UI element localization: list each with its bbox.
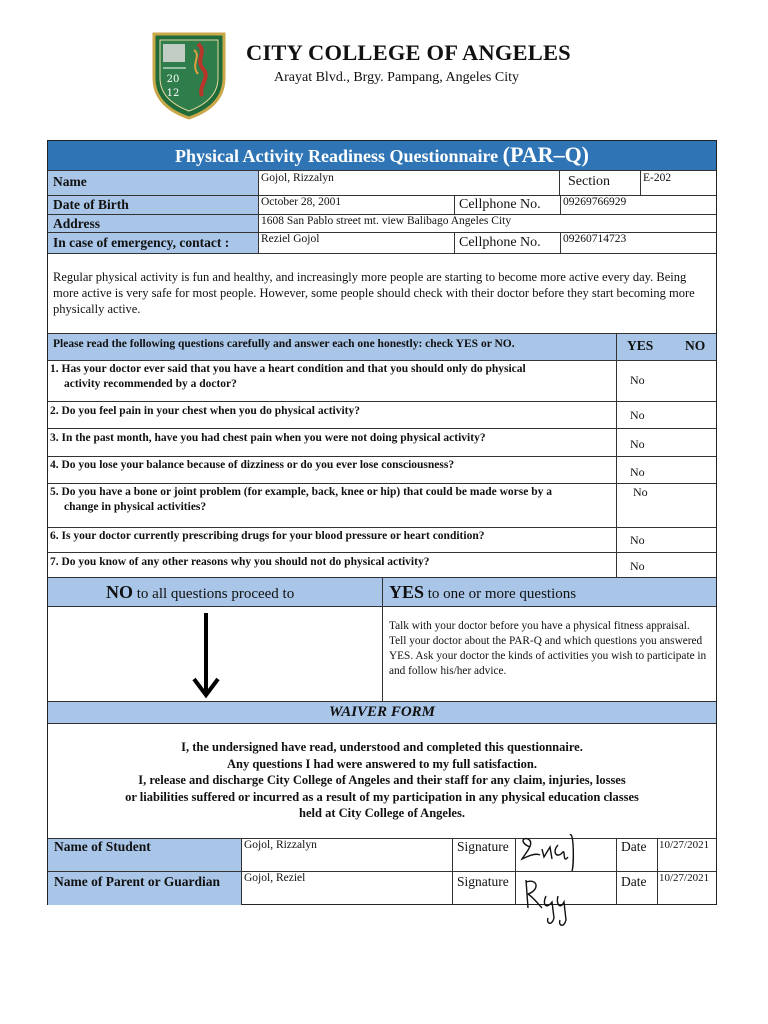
section-field[interactable]: E-202: [643, 172, 672, 184]
section-label: Section: [568, 174, 610, 189]
emergency-contact-field[interactable]: Reziel Gojol: [261, 233, 320, 245]
student-name-label: Name of Student: [48, 839, 241, 871]
answer-4[interactable]: No: [630, 465, 645, 479]
no-branch-header: NO to all questions proceed to: [48, 578, 382, 606]
instructions: Please read the following questions carefully and answer each one honestly: check YES or NO.: [48, 334, 616, 360]
parent-date-label: Date: [621, 874, 647, 889]
yes-header: YES: [627, 338, 654, 353]
no-header: NO: [685, 338, 706, 353]
logo-year-bottom: 12: [166, 88, 180, 99]
answer-7[interactable]: No: [630, 559, 645, 573]
emergency-cellphone-label: Cellphone No.: [459, 235, 541, 250]
parent-name-field[interactable]: Gojol, Reziel: [244, 872, 306, 884]
yes-branch-header: YES to one or more questions: [383, 578, 716, 606]
dob-field[interactable]: October 28, 2001: [261, 196, 342, 208]
student-signature[interactable]: [516, 825, 616, 875]
student-date-field[interactable]: 10/27/2021: [659, 839, 710, 851]
question-3: 3. In the past month, have you had chest pain when you were not doing physical activity?: [50, 432, 486, 444]
form-title: Physical Activity Readiness Questionnaire: [174, 146, 503, 166]
form-title-bar: [48, 141, 716, 170]
question-6: 6. Is your doctor currently prescribing drugs for your blood pressure or heart condition?: [50, 530, 485, 542]
parq-form: [47, 140, 717, 905]
address-field[interactable]: 1608 San Pablo street mt. view Balibago Angeles City: [261, 215, 512, 227]
emergency-cellphone-field[interactable]: 09260714723: [563, 233, 627, 245]
parent-name-label: Name of Parent or Guardian: [48, 872, 241, 905]
down-arrow-icon: [191, 611, 221, 699]
waiver-title: WAIVER FORM: [48, 702, 716, 723]
address-label: Address: [48, 215, 258, 232]
question-4: 4. Do you lose your balance because of dizziness or do you ever lose consciousness?: [50, 459, 455, 471]
cellphone-field[interactable]: 09269766929: [563, 196, 627, 208]
answer-1[interactable]: No: [630, 373, 645, 387]
emergency-contact-label: In case of emergency, contact :: [48, 233, 258, 253]
college-name: CITY COLLEGE OF ANGELES: [246, 40, 571, 65]
student-signature-label: Signature: [457, 839, 509, 854]
intro-paragraph: Regular physical activity is fun and healthy, and increasingly more people are starting to become more active every day. Being more active is very safe for most people. However, some people should check with their doctor before they start becoming more physically active.: [53, 270, 695, 316]
college-seal-logo: [150, 30, 228, 120]
form-title-abbr: (PAR–Q): [502, 142, 590, 167]
name-field[interactable]: Gojol, Rizzalyn: [261, 172, 334, 184]
parent-signature[interactable]: [516, 874, 616, 929]
waiver-text: I, the undersigned have read, understood and completed this questionnaire. Any questions I had were answered to my full satisfaction. I, release and discharge City College of Angeles and their staff for any claim, injuries, losses or liabilities suffered or incurred as a result of my participation in any physical education classes held at City College of Angeles.: [125, 740, 639, 820]
answer-6[interactable]: No: [630, 533, 645, 547]
college-address: Arayat Blvd., Brgy. Pampang, Angeles City: [274, 70, 519, 85]
answer-5[interactable]: No: [633, 485, 648, 499]
dob-label: Date of Birth: [48, 196, 258, 214]
question-5: 5. Do you have a bone or joint problem (for example, back, knee or hip) that could be made worse by a change in physical activities?: [50, 486, 552, 513]
answer-2[interactable]: No: [630, 408, 645, 422]
answer-3[interactable]: No: [630, 437, 645, 451]
student-date-label: Date: [621, 839, 647, 854]
question-1: 1. Has your doctor ever said that you have a heart condition and that you should only do physical activity recommended by a doctor?: [50, 363, 526, 390]
parent-signature-label: Signature: [457, 874, 509, 889]
yes-advice: Talk with your doctor before you have a physical fitness appraisal. Tell your doctor about the PAR-Q and which questions you answered YES. Ask your doctor the kinds of activities you wish to participate in and follow his/her advice.: [389, 620, 707, 677]
name-label: Name: [48, 171, 258, 195]
question-7: 7. Do you know of any other reasons why you should not do physical activity?: [50, 556, 430, 568]
cellphone-label: Cellphone No.: [459, 197, 541, 212]
question-2: 2. Do you feel pain in your chest when you do physical activity?: [50, 405, 360, 417]
yes-no-header: [617, 334, 716, 360]
parent-date-field[interactable]: 10/27/2021: [659, 872, 710, 884]
student-name-field[interactable]: Gojol, Rizzalyn: [244, 839, 317, 851]
logo-year-top: 20: [166, 74, 180, 85]
